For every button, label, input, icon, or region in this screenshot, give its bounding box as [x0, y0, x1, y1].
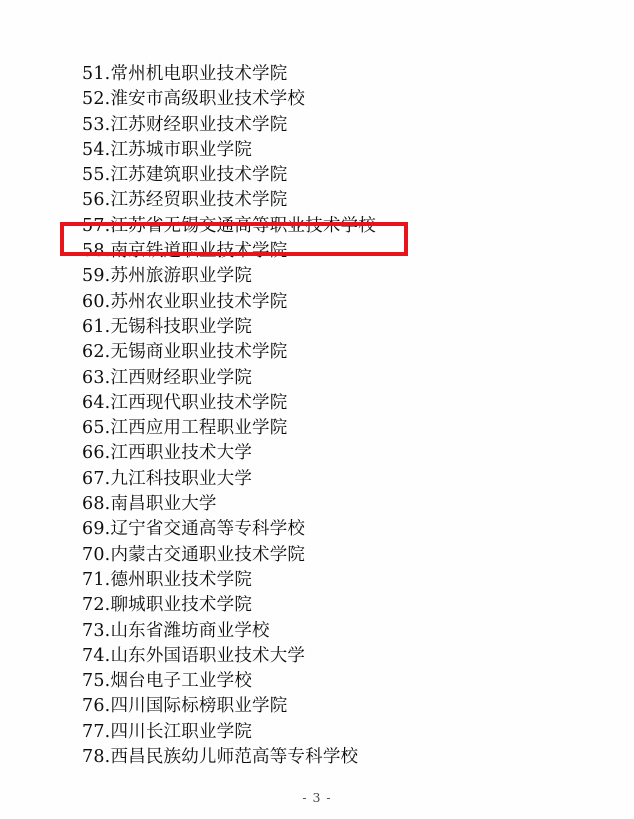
list-item-name: 淮安市高级职业技术学校: [110, 89, 306, 110]
list-item-name: 山东省潍坊商业学校: [110, 620, 270, 641]
list-item-name: 江西现代职业技术学院: [110, 392, 288, 413]
list-item-name: 江西职业技术大学: [110, 443, 253, 464]
list-item-number: 61.: [82, 316, 111, 337]
list-item: [0, 138, 634, 163]
list-item: [0, 113, 634, 138]
list-item-name: 江苏财经职业技术学院: [110, 114, 288, 135]
list-item: [0, 366, 634, 391]
list-item-name: 西昌民族幼儿师范高等专科学校: [110, 747, 359, 768]
list-item-number: 78.: [82, 747, 111, 768]
list-item-name: 江苏经贸职业技术学院: [110, 190, 288, 211]
list-item-number: 63.: [82, 367, 111, 388]
list-item-number: 74.: [82, 645, 111, 666]
list-item-name: 江西应用工程职业学院: [110, 418, 288, 439]
list-item-name: 南昌职业大学: [110, 494, 217, 515]
list-item-name: 辽宁省交通高等专科学校: [110, 519, 306, 540]
list-item: [0, 745, 634, 770]
list-item-number: 72.: [82, 595, 111, 616]
list-item-number: 67.: [82, 468, 111, 489]
list-item-name: 山东外国语职业技术大学: [110, 645, 306, 666]
list-item-number: 68.: [82, 494, 111, 515]
list-item: [0, 416, 634, 441]
list-item-name: 德州职业技术学院: [110, 569, 253, 590]
list-item-number: 52.: [82, 89, 111, 110]
list-item-number: 73.: [82, 620, 111, 641]
list-item: [0, 669, 634, 694]
list-item: [0, 467, 634, 492]
list-item-number: 69.: [82, 519, 111, 540]
list-item-name: 无锡商业职业技术学院: [110, 342, 288, 363]
list-item: [0, 492, 634, 517]
list-item-number: 56.: [82, 190, 111, 211]
list-item-name: 常州机电职业技术学院: [110, 64, 288, 84]
list-item-number: 55.: [82, 165, 111, 186]
list-item-number: 58.: [82, 241, 111, 262]
list-item-name: 四川长江职业学院: [110, 721, 253, 742]
list-item-number: 71.: [82, 569, 111, 590]
list-item-number: 75.: [82, 671, 111, 692]
list-item: [0, 619, 634, 644]
list-item-name: 苏州旅游职业学院: [110, 266, 253, 287]
list-item-number: 70.: [82, 544, 111, 565]
list-item-number: 65.: [82, 418, 111, 439]
list-item: [0, 543, 634, 568]
list-item: [0, 188, 634, 213]
list-item-number: 76.: [82, 696, 111, 717]
list-item-number: 53.: [82, 114, 111, 135]
list-item-number: 57.: [82, 215, 111, 236]
list-item: [0, 694, 634, 719]
list-item-number: 51.: [82, 64, 111, 84]
list-item-number: 59.: [82, 266, 111, 287]
list-item-number: 60.: [82, 291, 111, 312]
list-item-name: 南京铁道职业技术学院: [110, 241, 288, 262]
list-item: [0, 214, 634, 239]
list-item: [0, 441, 634, 466]
list-item-name: 四川国际标榜职业学院: [110, 696, 288, 717]
list-item: [0, 517, 634, 542]
list-item-name: 聊城职业技术学院: [110, 595, 253, 616]
list-item: [0, 644, 634, 669]
list-item: [0, 62, 634, 87]
list-item: [0, 163, 634, 188]
institution-list: [0, 62, 634, 770]
list-item-number: 62.: [82, 342, 111, 363]
list-item-name: 苏州农业职业技术学院: [110, 291, 288, 312]
list-item-number: 54.: [82, 139, 111, 160]
list-item-number: 77.: [82, 721, 111, 742]
list-item-name: 烟台电子工业学校: [110, 671, 253, 692]
list-item-name: 江西财经职业学院: [110, 367, 253, 388]
list-item-number: 66.: [82, 443, 111, 464]
list-item: [0, 87, 634, 112]
page-number: - 3 -: [302, 790, 332, 805]
list-item-name: 无锡科技职业学院: [110, 316, 253, 337]
list-item-name: 内蒙古交通职业技术学院: [110, 544, 306, 565]
list-item-name: 江苏城市职业学院: [110, 139, 253, 160]
list-item: [0, 315, 634, 340]
list-item-name: 江苏省无锡交通高等职业技术学校: [110, 215, 376, 236]
list-item: [0, 290, 634, 315]
list-item: [0, 391, 634, 416]
list-item-name: 江苏建筑职业技术学院: [110, 165, 288, 186]
list-item: [0, 720, 634, 745]
list-item: [0, 239, 634, 264]
list-item: [0, 593, 634, 618]
list-item: [0, 340, 634, 365]
list-item: [0, 568, 634, 593]
list-item: [0, 264, 634, 289]
list-item-number: 64.: [82, 392, 111, 413]
list-item-name: 九江科技职业大学: [110, 468, 253, 489]
